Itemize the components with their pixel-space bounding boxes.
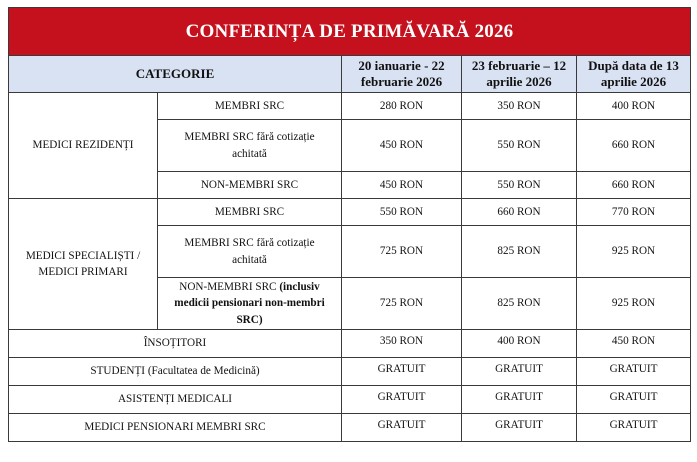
header-categorie: CATEGORIE	[9, 56, 342, 93]
table-row	[9, 93, 691, 120]
price-cell: GRATUIT	[342, 414, 462, 442]
subcategory-cell: MEMBRI SRC	[158, 199, 342, 226]
header-period-1-line1: 20 ianuarie - 22	[358, 57, 445, 73]
subcategory-line1: MEMBRI SRC fără cotizație	[184, 131, 315, 144]
price-cell: 660 RON	[577, 120, 691, 172]
subcategory-cell	[158, 226, 342, 278]
category-cell: STUDENȚI (Facultatea de Medicină)	[9, 358, 342, 386]
price-cell: 925 RON	[577, 278, 691, 330]
category-cell: ASISTENȚI MEDICALI	[9, 386, 342, 414]
group-label-line2: MEDICI PRIMARI	[38, 266, 128, 278]
subcategory-line2: achitată	[232, 253, 267, 266]
header-period-2-line1: 23 februarie – 12	[471, 57, 567, 73]
subcategory-cell	[158, 278, 342, 330]
category-cell: MEDICI PENSIONARI MEMBRI SRC	[9, 414, 342, 442]
subcategory-cell: NON-MEMBRI SRC	[158, 172, 342, 199]
table-row	[9, 386, 691, 414]
table-row	[9, 414, 691, 442]
header-period-1-line2: februarie 2026	[360, 74, 443, 89]
price-cell: GRATUIT	[577, 358, 691, 386]
pricing-table	[8, 7, 691, 442]
price-cell: GRATUIT	[577, 414, 691, 442]
price-cell: 450 RON	[342, 120, 462, 172]
group-label-rezidenti: MEDICI REZIDENȚI	[9, 93, 158, 199]
subcategory-bold-3: SRC)	[236, 313, 263, 326]
subcategory-bold-2: medicii pensionari non-membri	[174, 297, 325, 310]
price-cell: 660 RON	[462, 199, 577, 226]
subcategory-bold-1: (inclusiv	[279, 281, 320, 294]
header-period-3-line2: aprilie 2026	[600, 74, 667, 89]
price-cell: 770 RON	[577, 199, 691, 226]
price-cell: 550 RON	[342, 199, 462, 226]
price-cell: 725 RON	[342, 226, 462, 278]
price-cell: 660 RON	[577, 172, 691, 199]
header-period-3	[577, 56, 691, 93]
table-row	[9, 358, 691, 386]
price-cell: GRATUIT	[462, 358, 577, 386]
group-label-line1: MEDICI SPECIALIȘTI /	[25, 249, 141, 262]
price-cell: 400 RON	[462, 330, 577, 358]
price-cell: 825 RON	[462, 278, 577, 330]
subcategory-plain: NON-MEMBRI SRC	[179, 281, 280, 294]
table-row	[9, 330, 691, 358]
header-period-3-line1: După data de 13	[588, 57, 679, 73]
price-cell: 400 RON	[577, 93, 691, 120]
price-cell: 725 RON	[342, 278, 462, 330]
subcategory-line2: achitată	[232, 147, 267, 160]
header-period-1	[342, 56, 462, 93]
price-cell: GRATUIT	[577, 386, 691, 414]
price-cell: GRATUIT	[462, 386, 577, 414]
price-cell: 280 RON	[342, 93, 462, 120]
table-row	[9, 199, 691, 226]
price-cell: 450 RON	[577, 330, 691, 358]
price-cell: 825 RON	[462, 226, 577, 278]
subcategory-cell: MEMBRI SRC	[158, 93, 342, 120]
subcategory-line1: MEMBRI SRC fără cotizație	[184, 237, 315, 250]
header-period-2	[462, 56, 577, 93]
price-cell: 550 RON	[462, 120, 577, 172]
table-title: CONFERINȚA DE PRIMĂVARĂ 2026	[9, 8, 691, 56]
price-cell: GRATUIT	[462, 414, 577, 442]
price-cell: 350 RON	[462, 93, 577, 120]
header-period-2-line2: aprilie 2026	[486, 74, 552, 89]
price-cell: GRATUIT	[342, 386, 462, 414]
price-cell: GRATUIT	[342, 358, 462, 386]
subcategory-cell	[158, 120, 342, 172]
price-cell: 350 RON	[342, 330, 462, 358]
category-cell: ÎNSOȚITORI	[9, 330, 342, 358]
price-cell: 925 RON	[577, 226, 691, 278]
price-cell: 550 RON	[462, 172, 577, 199]
price-cell: 450 RON	[342, 172, 462, 199]
group-label-specialisti	[9, 199, 158, 330]
